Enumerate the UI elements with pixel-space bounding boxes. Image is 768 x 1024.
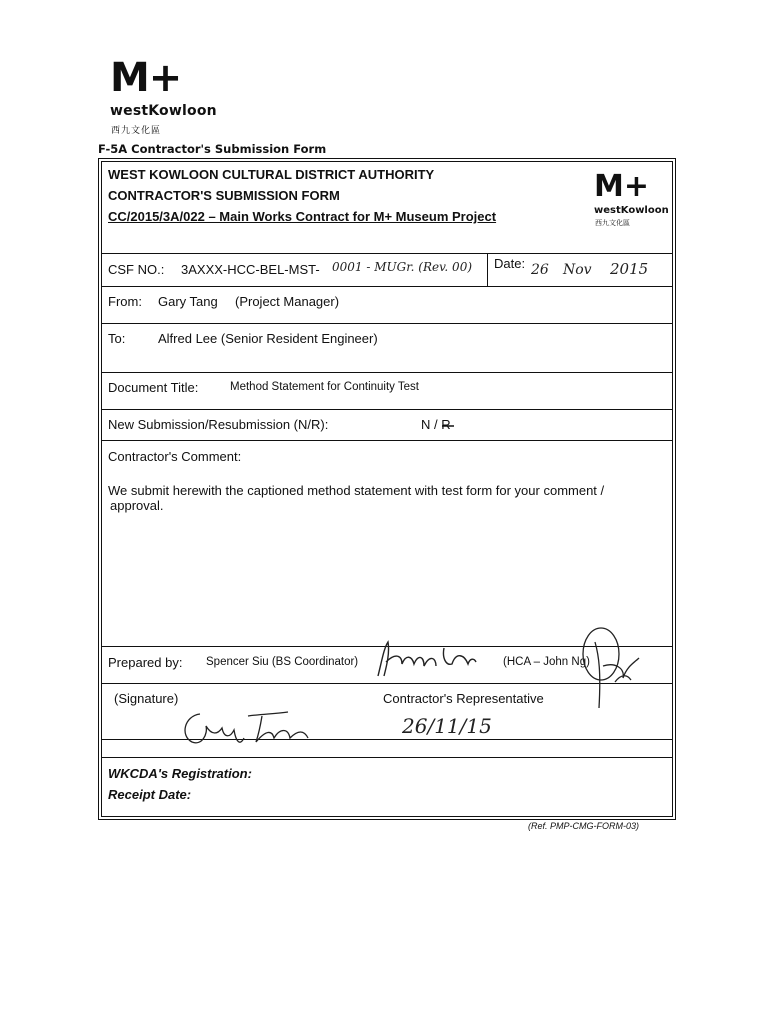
document-title-label: Document Title: xyxy=(108,380,199,395)
submission-label: New Submission/Resubmission (N/R): xyxy=(108,417,329,432)
strikethrough-mark xyxy=(441,420,455,432)
row-divider xyxy=(101,286,673,287)
from-role: (Project Manager) xyxy=(235,294,340,309)
date-cell-divider xyxy=(487,253,488,286)
to-value: Alfred Lee (Senior Resident Engineer) xyxy=(158,331,378,346)
coordinator-signature xyxy=(372,640,482,680)
project-manager-signature xyxy=(178,708,313,750)
date-year: 2015 xyxy=(610,260,649,278)
logo-wordmark-small: westKowloon xyxy=(594,205,669,216)
signature-label: (Signature) xyxy=(114,691,179,706)
logo-wordmark: westKowloon xyxy=(110,103,217,119)
date-month: Nov xyxy=(563,262,592,278)
contract-title: CC/2015/3A/022 – Main Works Contract for M+ Museum Project xyxy=(108,209,497,224)
comment-text: We submit herewith the captioned method statement with test form for your comment / xyxy=(108,483,605,498)
hca-signature xyxy=(575,622,645,714)
contractor-rep-label: Contractor's Representative xyxy=(383,691,544,706)
csf-label: CSF NO.: xyxy=(108,262,165,277)
row-divider xyxy=(101,323,673,324)
prepared-by-label: Prepared by: xyxy=(108,655,183,670)
authority-title: WEST KOWLOON CULTURAL DISTRICT AUTHORITY xyxy=(108,167,435,182)
registration-label: WKCDA's Registration: xyxy=(108,766,252,781)
signature-date: 26/11/15 xyxy=(402,714,492,738)
from-label: From: xyxy=(108,294,142,309)
csf-handwritten-suffix: 0001 - MUGr. (Rev. 00) xyxy=(332,260,473,274)
comment-label: Contractor's Comment: xyxy=(108,449,242,464)
form-reference: (Ref. PMP-CMG-FORM-03) xyxy=(528,821,639,831)
form-tag: F-5A Contractor's Submission Form xyxy=(98,142,327,156)
receipt-date-label: Receipt Date: xyxy=(108,787,192,802)
comment-text-cont: approval. xyxy=(110,498,164,513)
m-plus-logo-small: M+ xyxy=(594,169,649,204)
m-plus-logo: M+ xyxy=(110,55,182,101)
date-day: 26 xyxy=(531,262,549,278)
logo-chinese-small: 西九文化區 xyxy=(595,219,630,227)
to-label: To: xyxy=(108,331,126,346)
hca-name: (HCA – John Ng) xyxy=(503,656,590,668)
row-divider xyxy=(101,409,673,410)
submission-value: N / R xyxy=(421,417,451,432)
from-name: Gary Tang xyxy=(158,294,218,309)
row-divider xyxy=(101,757,673,758)
date-label: Date: xyxy=(494,256,526,271)
prepared-by-name: Spencer Siu (BS Coordinator) xyxy=(206,656,359,668)
row-divider xyxy=(101,440,673,441)
csf-number: 3AXXX-HCC-BEL-MST- xyxy=(181,262,320,277)
row-divider xyxy=(101,372,673,373)
form-title: CONTRACTOR'S SUBMISSION FORM xyxy=(108,188,340,203)
logo-chinese: 西九文化區 xyxy=(111,126,162,136)
document-title-value: Method Statement for Continuity Test xyxy=(230,381,419,393)
row-divider xyxy=(101,253,673,254)
